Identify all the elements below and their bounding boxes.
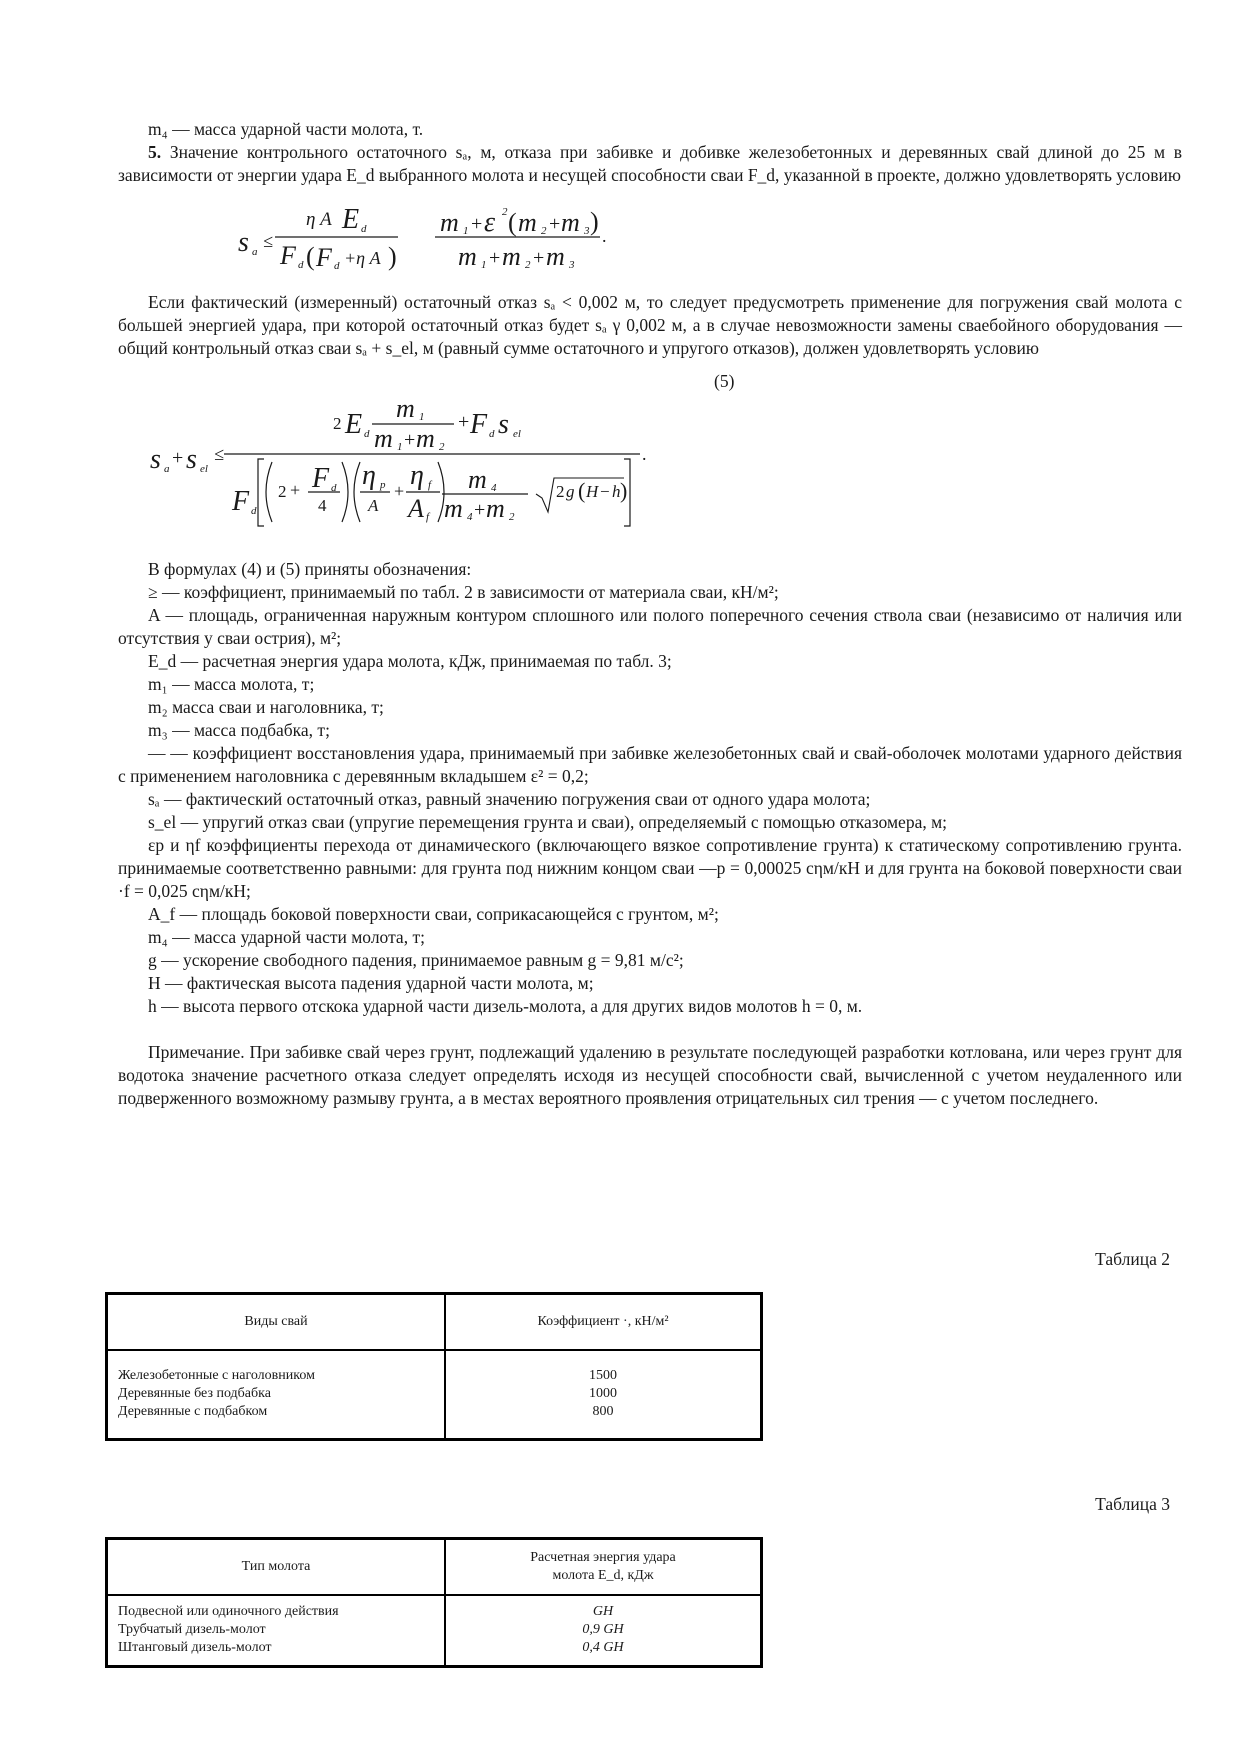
svg-text:F: F [280, 241, 296, 270]
legend-line: m₄ — масса ударной части молота, т; [148, 927, 425, 947]
table-cell: Деревянные с подбабком [118, 1404, 268, 1420]
svg-text:.: . [642, 444, 647, 464]
svg-text:−: − [600, 482, 610, 501]
table-2-header-cell: Виды свай [107, 1294, 446, 1350]
table-cell: Трубчатый дизель-молот [118, 1622, 266, 1638]
table-3-header-cell [445, 1539, 762, 1595]
paragraph-m4-top: m₄ — масса ударной части молота, т. [148, 119, 424, 139]
svg-text:a: a [164, 463, 170, 475]
table-3-names-cell [107, 1595, 446, 1667]
svg-text:m: m [458, 242, 477, 271]
svg-text:h: h [612, 482, 621, 501]
svg-text:+: + [458, 411, 470, 433]
note-paragraph: Примечание. При забивке свай через грунт, подлежащий удалению в результате последующей разработки котлована, или через грунт для водотока значение расчетного отказа следует определять исходя из несущей способности свай, вычисленной с учетом неудаленного или подверженного возможному размыву грунта, а в местах вероятного проявления отрицательных сил трения — с учетом последнего. [118, 1042, 1182, 1108]
svg-text:m: m [546, 242, 565, 271]
svg-text:+: + [474, 499, 486, 521]
header-line: молота E_d, кДж [552, 1567, 654, 1583]
svg-text:+: + [394, 481, 405, 501]
svg-text:2: 2 [439, 441, 445, 453]
svg-text:1: 1 [463, 225, 469, 237]
svg-text:E: E [345, 409, 363, 440]
svg-text:A: A [368, 496, 379, 515]
table-cell: Подвесной или одиночного действия [118, 1604, 339, 1620]
svg-text:+η A: +η A [344, 248, 381, 268]
table-cell: Штанговый дизель-молот [118, 1640, 272, 1656]
svg-text:s: s [186, 444, 197, 475]
table-2-values-cell [445, 1350, 762, 1440]
svg-text:d: d [331, 482, 337, 494]
table-3-caption: Таблица 3 [1095, 1494, 1170, 1514]
clause-number: 5. [148, 142, 162, 162]
svg-text:2: 2 [278, 482, 287, 501]
svg-text:+: + [172, 447, 184, 469]
svg-text:d: d [334, 260, 340, 272]
svg-text:): ) [620, 478, 628, 503]
svg-text:F: F [232, 486, 250, 517]
table-3-values-cell [445, 1595, 762, 1667]
clause-text: Значение контрольного остаточного sₐ, м, отказа при забивке и добивке железобетонных и деревянных свай длиной до 25 м в зависимости от энергии удара E_d выбранного молота и несущей способности сваи F_d, указанной в проекте, должно удовлетворять условию [118, 142, 1182, 185]
table-cell: Железобетонные с наголовником [118, 1368, 315, 1384]
legend-line: A — площадь, ограниченная наружным контуром сплошного или полого поперечного сечения ствола сваи (независимо от наличия или отсутствия у сваи острия), м²; [118, 605, 1182, 648]
svg-text:p: p [380, 479, 386, 491]
table-cell: 0,4 GH [582, 1640, 624, 1656]
legend-line: H — фактическая высота падения ударной части молота, м; [148, 973, 594, 993]
table-cell: Деревянные без подбабка [118, 1386, 271, 1402]
svg-text:1: 1 [419, 411, 425, 423]
legend [118, 558, 1182, 1018]
svg-text:1: 1 [397, 441, 403, 453]
svg-text:2: 2 [502, 206, 508, 218]
svg-text:): ) [590, 207, 599, 236]
table-2-header-cell: Коэффициент ·, кН/м² [445, 1294, 762, 1350]
legend-line: ≥ — коэффициент, принимаемый по табл. 2 в зависимости от материала сваи, кН/м²; [148, 582, 779, 602]
table-row [107, 1595, 762, 1667]
svg-text:g: g [566, 482, 575, 501]
svg-text:+: + [489, 247, 501, 269]
svg-text:m: m [486, 494, 505, 523]
table-2-names-cell [107, 1350, 446, 1440]
legend-line: sₐ — фактический остаточный отказ, равный значению погружения сваи от одного удара молота; [148, 789, 871, 809]
formula-4 [118, 187, 1182, 291]
svg-text:≤: ≤ [263, 231, 273, 251]
svg-text:1: 1 [481, 259, 487, 271]
svg-text:3: 3 [569, 259, 575, 271]
svg-text:(: ( [578, 478, 586, 503]
legend-line: h — высота первого отскока ударной части дизель-молота, а для других видов молотов h = 0, м. [148, 996, 863, 1016]
svg-text:d: d [364, 428, 370, 440]
svg-text:3: 3 [584, 225, 590, 237]
legend-line: s_el — упругий отказ сваи (упругие перемещения грунта и сваи), определяемый с помощью отказомера, м; [148, 812, 948, 832]
svg-text:a: a [252, 246, 258, 258]
svg-text:2: 2 [541, 225, 547, 237]
formula-5-svg [118, 360, 1182, 558]
svg-text:η: η [362, 460, 376, 491]
table-cell: 800 [592, 1404, 614, 1420]
legend-line: m₂ масса сваи и наголовника, т; [148, 697, 384, 717]
svg-text:d: d [489, 428, 495, 440]
table-cell: 1500 [589, 1368, 617, 1384]
svg-text:el: el [200, 463, 208, 475]
svg-text:E: E [342, 204, 360, 235]
svg-text:el: el [513, 428, 521, 440]
svg-text:(: ( [306, 242, 315, 271]
svg-text:f: f [428, 479, 432, 491]
svg-text:m: m [468, 465, 487, 494]
svg-text:2: 2 [333, 414, 342, 433]
svg-text:+: + [404, 429, 416, 451]
svg-text:s: s [238, 227, 249, 258]
legend-line: E_d — расчетная энергия удара молота, кДж, принимаемая по табл. 3; [148, 651, 672, 671]
document-page [118, 118, 1182, 1110]
svg-text:s: s [498, 409, 509, 440]
svg-text:η A: η A [306, 209, 332, 230]
table-row [107, 1350, 762, 1440]
svg-text:η: η [410, 460, 424, 491]
svg-text:m: m [440, 208, 459, 237]
svg-text:s: s [150, 444, 161, 475]
svg-text:.: . [602, 226, 607, 246]
svg-text:m: m [396, 394, 415, 423]
legend-line: — — коэффициент восстановления удара, принимаемый при забивке железобетонных свай и свай-оболочек молотами ударного действия с применением наголовника с деревянным вкладышем ε² = 0,2; [118, 743, 1182, 786]
svg-text:d: d [361, 223, 367, 235]
svg-text:2: 2 [509, 511, 515, 523]
svg-text:2: 2 [556, 482, 565, 501]
table-3 [105, 1537, 763, 1668]
svg-text:+: + [533, 247, 545, 269]
svg-text:2: 2 [525, 259, 531, 271]
svg-text:4: 4 [467, 511, 473, 523]
legend-line: В формулах (4) и (5) приняты обозначения: [148, 559, 472, 579]
legend-line: εp и ηf коэффициенты перехода от динамического (включающего вязкое сопротивление грунта) к статическому сопротивлению грунта. принимаемые соответственно равными: для грунта под нижним концом сваи —p = 0,00025 cηм/кН и для грунта на боковой поверхности сваи ·f = 0,025 cηм/кН; [118, 835, 1182, 901]
svg-text:+: + [549, 213, 561, 235]
table-cell: 0,9 GH [582, 1622, 624, 1638]
svg-text:d: d [298, 259, 304, 271]
table-3-header-cell: Тип молота [107, 1539, 446, 1595]
svg-text:m: m [444, 494, 463, 523]
svg-text:F: F [470, 409, 488, 440]
svg-text:A: A [408, 494, 424, 523]
svg-text:m: m [502, 242, 521, 271]
svg-text:m: m [374, 424, 393, 453]
svg-text:m: m [416, 424, 435, 453]
svg-text:4: 4 [491, 482, 497, 494]
svg-text:4: 4 [318, 496, 327, 515]
header-line: Расчетная энергия удара [530, 1549, 676, 1565]
svg-text:F: F [316, 243, 332, 272]
svg-text:m: m [561, 208, 580, 237]
legend-line: m₃ — масса подбабка, т; [148, 720, 330, 740]
svg-text:+: + [290, 480, 301, 500]
svg-text:ε: ε [484, 207, 496, 238]
svg-text:m: m [518, 208, 537, 237]
legend-line: m₁ — масса молота, т; [148, 674, 315, 694]
svg-text:d: d [251, 505, 257, 517]
svg-text:): ) [388, 242, 397, 271]
svg-text:≤: ≤ [214, 444, 224, 464]
formula-5 [118, 360, 1182, 558]
formula-5-number: (5) [714, 371, 735, 391]
paragraph-if: Если фактический (измеренный) остаточный отказ sₐ < 0,002 м, то следует предусмотреть применение для погружения свай молота с большей энергией удара, при которой остаточный отказ будет sₐ γ 0,002 м, а в случае невозможности замены сваебойного оборудования — общий контрольный отказ сваи sₐ + s_el, м (равный сумме остаточного и упругого отказов), должен удовлетворять условию [118, 292, 1182, 358]
legend-line: g — ускорение свободного падения, принимаемое равным g = 9,81 м/с²; [148, 950, 684, 970]
svg-text:(: ( [508, 208, 517, 237]
svg-text:H: H [586, 482, 599, 501]
table-cell: GH [592, 1604, 614, 1620]
svg-text:f: f [426, 511, 430, 523]
svg-text:+: + [471, 213, 483, 235]
formula-4-svg [118, 187, 1182, 291]
paragraph-5 [118, 141, 1182, 187]
table-2 [105, 1292, 763, 1441]
svg-text:F: F [312, 463, 330, 494]
legend-line: A_f — площадь боковой поверхности сваи, соприкасающейся с грунтом, м²; [148, 904, 719, 924]
table-cell: 1000 [589, 1386, 617, 1402]
table-2-caption: Таблица 2 [1095, 1249, 1170, 1269]
